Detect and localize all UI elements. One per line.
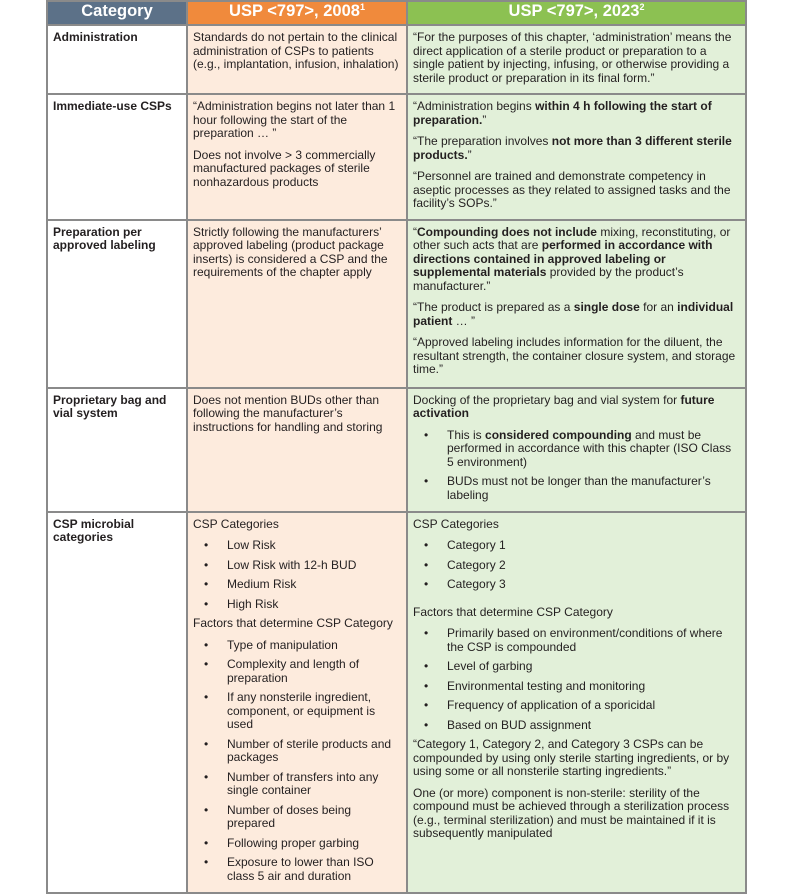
header-category [47, 1, 187, 25]
list-item: • Number of transfers into any single container [193, 771, 400, 798]
cell-2023 [407, 25, 746, 94]
bullet-list [193, 539, 400, 611]
cell-text: “For the purposes of this chapter, ‘administration’ means the direct application of a sterile product or preparation to a single patient by injecting, infusing, or otherwise providing a sterile product or preparation in its final form.” [413, 30, 732, 85]
bold-run: performed in accordance with directions contained in approved labeling or supplemental materials [413, 238, 713, 279]
list-item: • If any nonsterile ingredient, component, or equipment is used [193, 691, 400, 732]
text-run: for an [639, 300, 678, 314]
cell-text: “Category 1, Category 2, and Category 3 CSPs can be compounded by using only sterile starting ingredients, or by using some or all nonsterile starting ingredients.” [413, 737, 730, 778]
list-item [413, 475, 739, 502]
text-run: Docking of the proprietary bag and vial system for [413, 392, 681, 407]
bold-run: individual patient [413, 300, 734, 328]
cell-text: “Administration begins not later than 1 hour following the start of the preparation … ” [193, 99, 396, 140]
list-item: • Based on BUD assignment [413, 719, 739, 733]
category-cell [47, 220, 187, 388]
bullet-list [413, 539, 739, 592]
category-label: Immediate-use CSPs [53, 99, 172, 113]
cell-text: Does not involve > 3 commercially manufactured packages of sterile nonhazardous products [193, 147, 376, 189]
cell-text [413, 301, 739, 328]
text-run: “The product is prepared as a [413, 300, 574, 314]
bold-run: Compounding does not include [417, 224, 597, 239]
subheading: CSP Categories [193, 516, 279, 531]
text-run: ” [467, 147, 472, 162]
cell-text: One (or more) component is non-sterile: sterility of the compound must be achieved through a sterilization process (e.g., terminal sterilization) and must be maintained if it is subsequently manipulated [413, 785, 730, 840]
cell-text: “Personnel are trained and demonstrate competency in aseptic processes as they related to assigned tasks and the facility’s SOPs.” [413, 169, 731, 210]
bullet-list [413, 429, 739, 503]
category-cell [47, 388, 187, 512]
list-item: • Number of doses being prepared [193, 804, 400, 831]
bold-run: within 4 h following the start of preparation. [413, 99, 712, 127]
cell-2023 [407, 388, 746, 512]
category-label: Proprietary bag and vial system [53, 392, 167, 420]
row-immediate-use [47, 94, 746, 220]
category-label: Preparation per approved labeling [53, 224, 156, 252]
header-row [47, 1, 746, 25]
header-2023-ref: 2 [639, 2, 645, 12]
list-item: • Primarily based on environment/conditions of where the CSP is compounded [413, 627, 739, 654]
cell-2023 [407, 220, 746, 388]
comparison-table [46, 0, 747, 894]
bold-run: single dose [573, 300, 640, 314]
category-label: CSP microbial categories [53, 516, 135, 544]
text-run: and must be performed in accordance with this chapter (ISO Class 5 environment) [447, 427, 732, 469]
cell-text [413, 226, 739, 294]
cell-text: Does not mention BUDs other than following the manufacturer’s instructions for handling and storing [193, 392, 383, 434]
category-cell [47, 94, 187, 220]
cell-text: Standards do not pertain to the clinical administration of CSPs to patients (e.g., implantation, infusion, inhalation) [193, 30, 399, 71]
category-cell [47, 512, 187, 894]
list-item: • Level of garbing [413, 660, 739, 674]
cell-text: Strictly following the manufacturers’ approved labeling (product package inserts) is considered a CSP and the requirements of the chapter apply [193, 224, 388, 279]
header-2008-ref: 1 [359, 2, 365, 12]
subheading: Factors that determine CSP Category [193, 616, 393, 630]
list-item: • Category 2 [413, 559, 739, 573]
cell-2008 [187, 388, 407, 512]
cell-2008 [187, 512, 407, 894]
header-2023-label: USP <797>, 2023 [508, 2, 640, 20]
list-item: • Category 3 [413, 578, 739, 592]
cell-text: “Approved labeling includes information for the diluent, the resultant strength, the container closure system, and storage time.” [413, 335, 736, 376]
list-item: • Exposure to lower than ISO class 5 air and duration [193, 856, 400, 883]
list-item: • High Risk [193, 598, 400, 612]
text-run: “The preparation involves [413, 134, 552, 148]
text-run: mixing, reconstituting, or other such acts that are [413, 224, 731, 252]
cell-2008 [187, 25, 407, 94]
cell-2008 [187, 94, 407, 220]
category-cell [47, 25, 187, 94]
text-run: provided by the product’s manufacturer.” [413, 265, 684, 293]
header-2008 [187, 1, 407, 25]
row-administration [47, 25, 746, 94]
header-2023 [407, 1, 746, 25]
bold-run: future activation [413, 392, 715, 420]
text-run: “Administration begins [413, 99, 536, 113]
bullet-list [413, 627, 739, 732]
bullet-list [193, 639, 400, 884]
row-proprietary-bag [47, 388, 746, 512]
header-category-label: Category [81, 2, 153, 20]
list-item [413, 429, 739, 470]
list-item: • Complexity and length of preparation [193, 658, 400, 685]
bold-run: not more than 3 different sterile products. [413, 134, 732, 162]
text-run: … ” [452, 313, 476, 328]
row-approved-labeling [47, 220, 746, 388]
category-label: Administration [53, 30, 138, 44]
list-item: • Low Risk [193, 539, 400, 553]
list-item: • Environmental testing and monitoring [413, 680, 739, 694]
cell-text [413, 135, 739, 162]
list-item: • Following proper garbing [193, 837, 400, 851]
text-run: ” [482, 112, 487, 127]
cell-text [413, 100, 739, 127]
subheading: Factors that determine CSP Category [413, 604, 613, 619]
bold-run: considered compounding [485, 427, 632, 442]
text-run: This is [447, 427, 486, 442]
list-item: • Low Risk with 12-h BUD [193, 559, 400, 573]
subheading: CSP Categories [413, 516, 499, 531]
cell-2023 [407, 94, 746, 220]
cell-2023 [407, 512, 746, 894]
list-item: • Frequency of application of a sporicidal [413, 699, 739, 713]
text-run: “ [413, 224, 417, 239]
list-item: • Category 1 [413, 539, 739, 553]
cell-text [413, 394, 739, 421]
header-2008-label: USP <797>, 2008 [229, 2, 360, 20]
list-item: • Number of sterile products and packages [193, 738, 400, 765]
list-item: • Type of manipulation [193, 639, 400, 653]
row-microbial-categories [47, 512, 746, 894]
list-item: • Medium Risk [193, 578, 400, 592]
text-run: BUDs must not be longer than the manufacturer’s labeling [447, 474, 711, 502]
cell-2008 [187, 220, 407, 388]
